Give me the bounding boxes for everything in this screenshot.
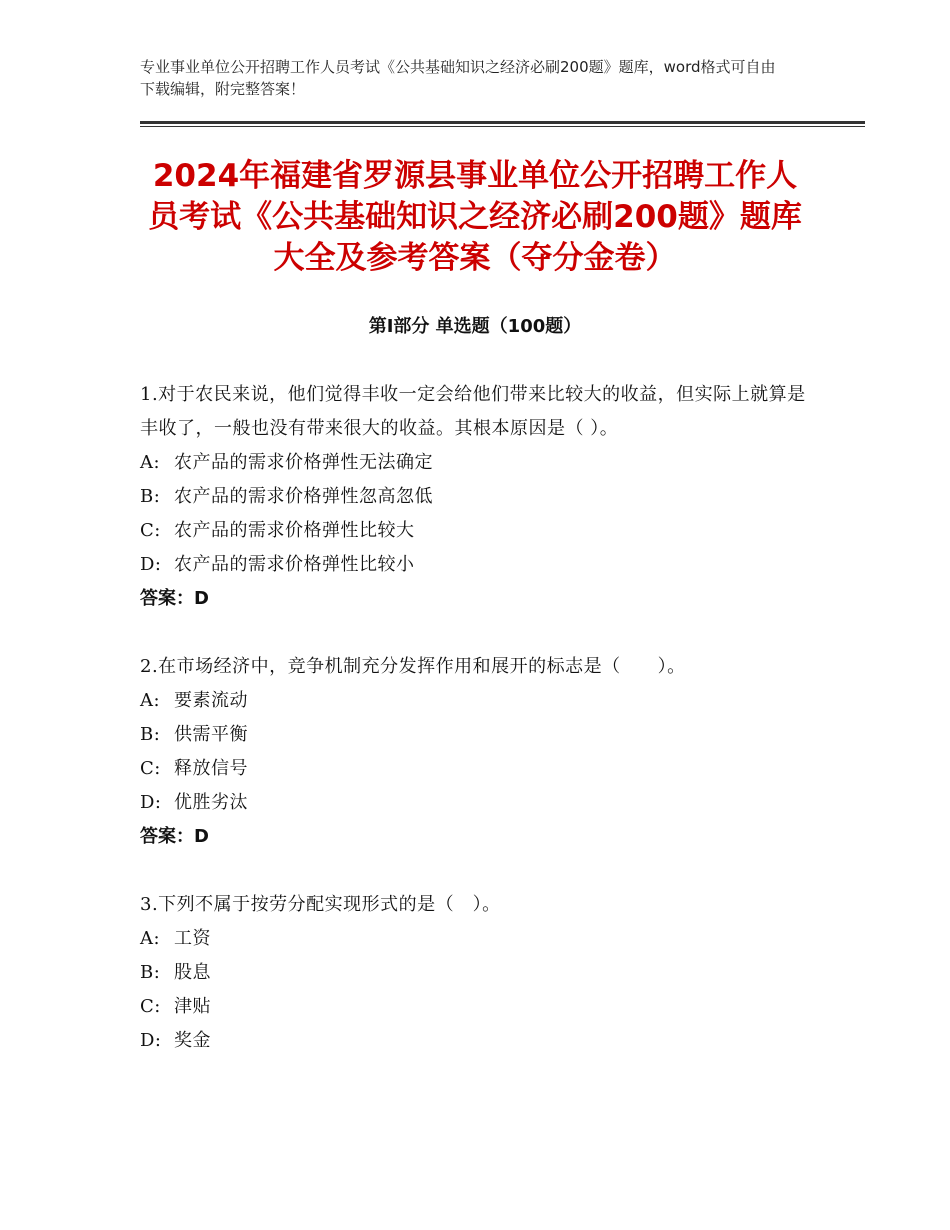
option-key: A:	[140, 452, 161, 473]
question-item	[140, 650, 810, 854]
section-heading: 第Ⅰ部分 单选题（100题）	[368, 316, 582, 337]
option-text: 农产品的需求价格弹性忽高忽低	[174, 486, 433, 507]
question-stem: 3.下列不属于按劳分配实现形式的是（ ）。	[140, 894, 501, 915]
option-c	[140, 990, 810, 1024]
option-key: D:	[140, 792, 162, 813]
option-key: C:	[140, 758, 161, 779]
option-b	[140, 956, 810, 990]
option-key: B:	[140, 962, 161, 983]
option-text: 释放信号	[174, 758, 248, 779]
answer-line: 答案：D	[140, 588, 209, 609]
option-c	[140, 752, 810, 786]
option-b	[140, 480, 810, 514]
option-b	[140, 718, 810, 752]
option-key: A:	[140, 928, 161, 949]
option-text: 优胜劣汰	[174, 792, 248, 813]
option-text: 农产品的需求价格弹性比较小	[174, 554, 415, 575]
option-d	[140, 786, 810, 820]
option-key: B:	[140, 486, 161, 507]
option-text: 要素流动	[174, 690, 248, 711]
option-key: D:	[140, 1030, 162, 1051]
option-key: A:	[140, 690, 161, 711]
header-divider-thin	[140, 126, 865, 127]
option-d	[140, 548, 810, 582]
question-stem: 1.对于农民来说，他们觉得丰收一定会给他们带来比较大的收益，但实际上就算是丰收了，一般也没有带来很大的收益。其根本原因是（ ）。	[140, 384, 806, 439]
question-stem: 2.在市场经济中，竞争机制充分发挥作用和展开的标志是（ ）。	[140, 656, 686, 677]
option-a	[140, 684, 810, 718]
answer-line: 答案：D	[140, 826, 209, 847]
option-text: 农产品的需求价格弹性比较大	[174, 520, 415, 541]
question-item	[140, 378, 810, 616]
option-key: D:	[140, 554, 162, 575]
document-title: 2024年福建省罗源县事业单位公开招聘工作人员考试《公共基础知识之经济必刷200题》题库大全及参考答案（夺分金卷）	[148, 158, 802, 276]
option-c	[140, 514, 810, 548]
question-list	[140, 378, 810, 1092]
option-text: 津贴	[174, 996, 211, 1017]
question-item	[140, 888, 810, 1058]
option-text: 工资	[174, 928, 211, 949]
option-key: C:	[140, 996, 161, 1017]
option-d	[140, 1024, 810, 1058]
option-key: C:	[140, 520, 161, 541]
option-a	[140, 446, 810, 480]
option-text: 供需平衡	[174, 724, 248, 745]
header-note: 专业事业单位公开招聘工作人员考试《公共基础知识之经济必刷200题》题库，word格式可自由下载编辑，附完整答案！	[140, 58, 776, 98]
header-divider-thick	[140, 121, 865, 124]
option-text: 股息	[174, 962, 211, 983]
option-text: 奖金	[174, 1030, 211, 1051]
option-a	[140, 922, 810, 956]
option-key: B:	[140, 724, 161, 745]
option-text: 农产品的需求价格弹性无法确定	[174, 452, 433, 473]
